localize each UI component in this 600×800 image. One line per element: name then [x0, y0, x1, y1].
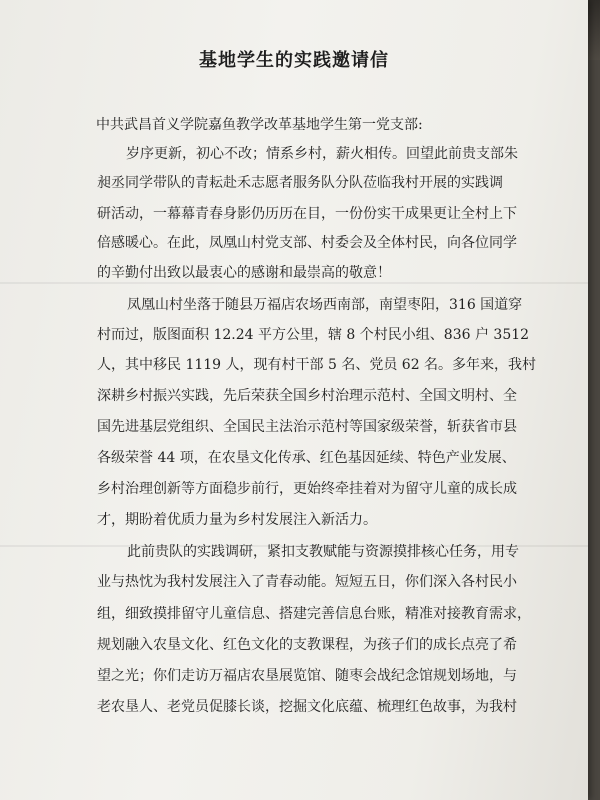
- paragraph-line: 岁序更新，初心不改；情系乡村，薪火相传。回望此前贵支部朱: [126, 146, 518, 162]
- paragraph-line: 深耕乡村振兴实践，先后荣获全国乡村治理示范村、全国文明村、全: [97, 388, 517, 404]
- paragraph-line: 村而过，版图面积 12.24 平方公里，辖 8 个村民小组、836 户 3512: [97, 327, 530, 343]
- salutation: 中共武昌首义学院嘉鱼教学改革基地学生第一党支部:: [96, 117, 423, 133]
- paragraph-line: 研活动，一幕幕青春身影仍历历在目，一份份实干成果更让全村上下: [97, 206, 517, 222]
- paragraph-line: 凤凰山村坐落于随县万福店农场西南部，南望枣阳，316 国道穿: [127, 297, 523, 313]
- paragraph-line: 各级荣誉 44 项，在农垦文化传承、红色基因延续、特色产业发展、: [97, 450, 516, 466]
- paragraph-line: 国先进基层党组织、全国民主法治示范村等国家级荣誉，斩获省市县: [97, 419, 517, 435]
- paragraph-line: 昶丞同学带队的青耘赴禾志愿者服务队分队莅临我村开展的实践调: [97, 175, 503, 191]
- paragraph-line: 乡村治理创新等方面稳步前行，更始终牵挂着对为留守儿童的成长成: [97, 481, 517, 497]
- paragraph-line: 组，细致摸排留守儿童信息、搭建完善信息台账，精准对接教育需求，: [97, 606, 531, 622]
- paragraph-line: 人，其中移民 1119 人，现有村干部 5 名、党员 62 名。多年来，我村: [97, 357, 537, 373]
- paragraph-line: 倍感暖心。在此，凤凰山村党支部、村委会及全体村民，向各位同学: [97, 235, 517, 251]
- paragraph-line: 业与热忱为我村发展注入了青春动能。短短五日，你们深入各村民小: [97, 574, 517, 590]
- paragraph-line: 望之光；你们走访万福店农垦展览馆、随枣会战纪念馆规划场地，与: [97, 668, 517, 684]
- paragraph-line: 此前贵队的实践调研，紧扣支教赋能与资源摸排核心任务，用专: [127, 544, 519, 560]
- paragraph-line: 的辛勤付出致以最衷心的感谢和最崇高的敬意！: [97, 265, 391, 281]
- letter-title: 基地学生的实践邀请信: [199, 50, 389, 71]
- paragraph-line: 才，期盼着优质力量为乡村发展注入新活力。: [97, 512, 377, 528]
- paragraph-line: 规划融入农垦文化、红色文化的支教课程，为孩子们的成长点亮了希: [97, 637, 517, 653]
- paragraph-line: 老农垦人、老党员促膝长谈，挖掘文化底蕴、梳理红色故事，为我村: [97, 699, 517, 715]
